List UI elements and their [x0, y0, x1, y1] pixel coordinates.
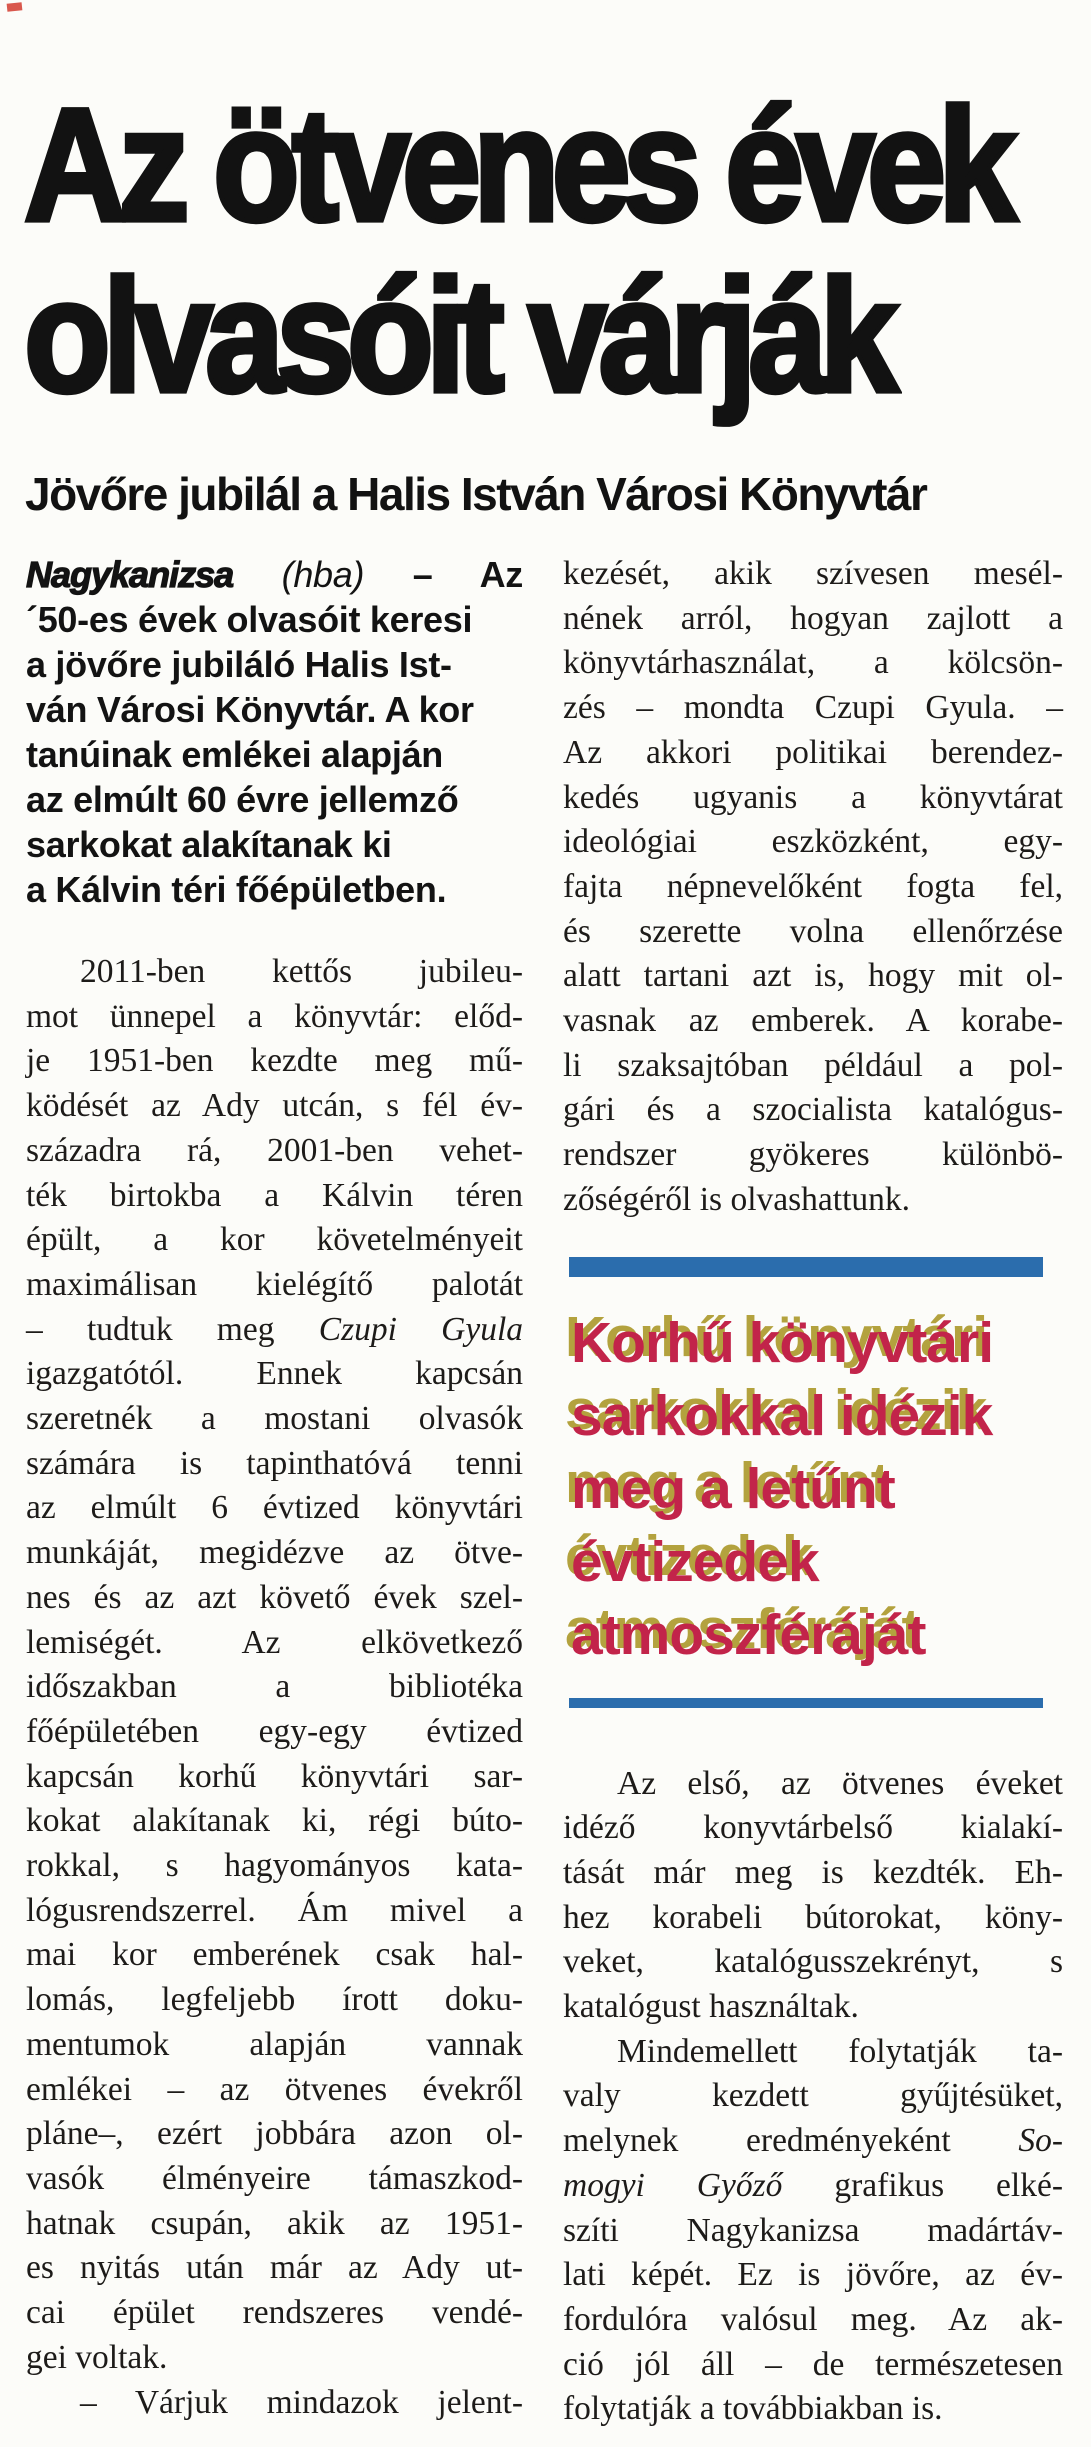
dateline-byline: (hba) [281, 554, 365, 595]
right-column-text-bottom [563, 1762, 1063, 2433]
text-line: es nyitás után már az Ady ut- [26, 2249, 523, 2287]
right-column [563, 552, 1063, 2432]
text-line: idéző konyvtárbelső kialakí- [563, 1809, 1063, 1847]
text-line: vasnak az emberek. A korabe- [563, 1002, 1063, 1040]
text-line: tanúinak emlékei alapján [26, 734, 443, 775]
text-line: li szaksajtóban például a pol- [563, 1046, 1063, 1084]
text-line: szíti Nagykanizsa madártáv- [563, 2211, 1063, 2249]
text-line: mai kor emberének csak hal- [26, 1936, 523, 1974]
text-line: szeretnék a mostani olvasók [26, 1400, 523, 1438]
text-line: sarkokkal idézik [571, 1383, 993, 1448]
text-line: valy kezdett gyűjtésüket, [563, 2077, 1063, 2115]
text-line: lomás, legfeljebb írott doku- [26, 1981, 523, 2019]
red-registration-mark [7, 2, 23, 12]
paragraph [26, 2381, 523, 2426]
text-line: főépületében egy-egy évtized [26, 1712, 523, 1750]
text-line: mot ünnepel a könyvtár: előd- [26, 997, 523, 1035]
text-line: kokat alakítanak ki, régi búto- [26, 1802, 523, 1840]
text-line: hatnak csupán, akik az 1951- [26, 2204, 523, 2242]
left-column-text [26, 950, 523, 2425]
article-headline [0, 0, 1091, 427]
text-line: a Kálvin téri főépületben. [26, 869, 447, 910]
text-line: és szerette volna ellenőrzése [563, 912, 1063, 950]
text-line: ´50-es évek olvasóit keresi [26, 599, 473, 640]
text-line: melynek eredményeként So- [563, 2122, 1063, 2160]
text-line: ván Városi Könyvtár. A kor [26, 689, 474, 730]
text-line: munkáját, megidézve az ötve- [26, 1534, 523, 1572]
text-line: vasók élményeire támaszkod- [26, 2159, 523, 2197]
text-line: nének arról, hogyan zajlott a [563, 599, 1063, 637]
text-line: rendszer gyökeres különbö- [563, 1136, 1063, 1174]
headline-line-2: olvasóit várják [24, 246, 891, 427]
text-line: katalógust használtak. [563, 1988, 859, 2026]
article-subtitle: Jövőre jubilál a Halis István Városi Könyvtár [25, 468, 927, 520]
text-line: – tudtuk meg Czupi Gyula [26, 1310, 523, 1348]
text-line: alatt tartani azt is, hogy mit ol- [563, 957, 1063, 995]
text-line: zés – mondta Czupi Gyula. – [563, 689, 1063, 727]
text-line: fajta népnevelőként fogta fel, [563, 867, 1063, 905]
text-line: Korhű könyvtári [571, 1310, 994, 1375]
text-line: zőségéről is olvashattunk. [563, 1180, 911, 1218]
text-line: időszakban a bibliotéka [26, 1668, 523, 1706]
text-line: épült, a kor követelményeit [26, 1221, 523, 1259]
pull-quote [563, 1277, 1063, 1698]
lead-lines [26, 597, 523, 912]
text-line: pláne–, ezért jobbára azon ol- [26, 2115, 523, 2153]
text-line: tását már meg is kezdték. Eh- [563, 1853, 1063, 1891]
paragraph [563, 552, 1063, 1223]
text-line: ideológiai eszközként, egy- [563, 823, 1063, 861]
right-column-text-top [563, 552, 1063, 1223]
dateline [26, 552, 523, 597]
text-line: gári és a szocialista katalógus- [563, 1091, 1063, 1129]
text-line: számára is tapinthatóvá tenni [26, 1444, 523, 1482]
text-line: sarkokat alakítanak ki [26, 824, 392, 865]
text-line: lati képét. Ez is jövőre, az év- [563, 2256, 1063, 2294]
text-line: nes és az azt követő évek szel- [26, 1578, 523, 1616]
text-line: kedés ugyanis a könyvtárat [563, 778, 1063, 816]
text-line: hez korabeli bútorokat, köny- [563, 1898, 1063, 1936]
text-line: mogyi Győző grafikus elké- [563, 2166, 1063, 2204]
text-line: évtizedek [571, 1529, 819, 1594]
text-line: kezését, akik szívesen mesél- [563, 555, 1063, 592]
text-line: maximálisan kielégítő palotát [26, 1265, 523, 1303]
text-line: gei voltak. [26, 2338, 168, 2376]
text-line: lemiségét. Az elkövetkező [26, 1623, 523, 1661]
paragraph [563, 2030, 1063, 2432]
text-line: cai épület rendszeres vendé- [26, 2294, 523, 2332]
text-line: lógusrendszerrel. Ám mivel a [26, 1891, 523, 1929]
text-line: ció jól áll – de természetesen [563, 2345, 1063, 2383]
text-line: – Várjuk mindazok jelent- [80, 2383, 523, 2421]
lead-paragraph [26, 552, 523, 912]
text-line: Az akkori politikai berendez- [563, 733, 1063, 771]
text-line: századra rá, 2001-ben vehet- [26, 1131, 523, 1169]
text-line: je 1951-ben kezdte meg mű- [26, 1042, 523, 1080]
text-line: folytatják a továbbiakban is. [563, 2390, 943, 2428]
pullquote-top-rule [569, 1257, 1043, 1277]
text-line: a jövőre jubiláló Halis Ist- [26, 644, 452, 685]
text-line: kapcsán korhű könyvtári sar- [26, 1757, 523, 1795]
text-line: az elmúlt 60 évre jellemző [26, 779, 459, 820]
paragraph [563, 1762, 1063, 2030]
text-line: ték birtokba a Kálvin téren [26, 1176, 523, 1214]
text-line: atmoszféráját [571, 1602, 926, 1667]
text-line: Az első, az ötvenes éveket [617, 1764, 1063, 1802]
text-line: rokkal, s hagyományos kata- [26, 1847, 523, 1885]
dateline-location: Nagykanizsa [26, 554, 234, 595]
text-line: veket, katalógusszekrényt, s [563, 1943, 1063, 1981]
pullquote-bottom-rule [569, 1698, 1043, 1708]
text-line: Mindemellett folytatják ta- [617, 2032, 1063, 2070]
headline-line-1: Az ötvenes évek [24, 75, 1010, 256]
dateline-lead-in: – Az [412, 554, 523, 595]
text-line: meg a letűnt [571, 1456, 895, 1521]
text-line: könyvtárhasználat, a kölcsön- [563, 644, 1063, 682]
text-line: az elmúlt 6 évtized könyvtári [26, 1489, 523, 1527]
left-column [26, 552, 523, 2432]
text-line: 2011-ben kettős jubileu- [80, 953, 523, 990]
text-line: mentumok alapján vannak [26, 2025, 523, 2063]
paragraph [26, 950, 523, 2381]
text-line: fordulóra valósul meg. Az ak- [563, 2300, 1063, 2338]
text-line: emlékei – az ötvenes évekről [26, 2070, 523, 2108]
text-line: ködését az Ady utcán, s fél év- [26, 1087, 523, 1125]
text-line: igazgatótól. Ennek kapcsán [26, 1355, 523, 1393]
article-body [0, 552, 1091, 2432]
